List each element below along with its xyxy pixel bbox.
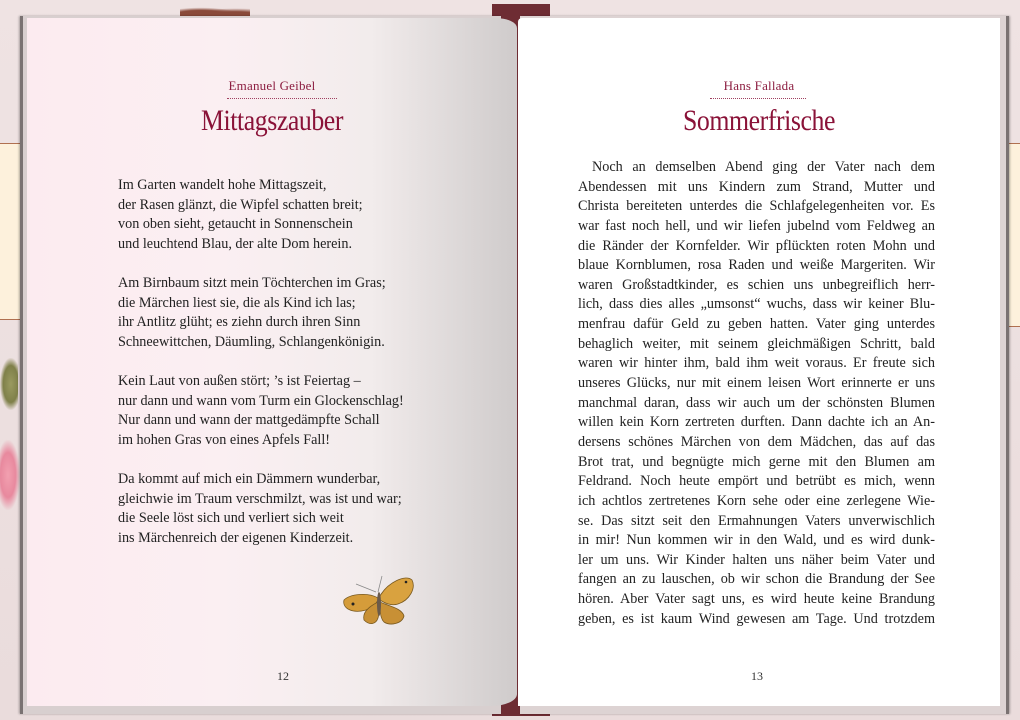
left-page-title: Mittagszauber [200,104,343,137]
prose-line: hören. Aber Vater sagt uns, es wird heute keine Brandung [578,591,935,608]
poem-line: Im Garten wandelt hohe Mittagszeit, [118,177,327,193]
prose-body [578,158,935,629]
poem-line: im hohen Gras von eines Apfels Fall! [118,431,330,448]
poem-line: und leuchtend Blau, der alte Dom herein. [118,235,353,252]
poem-line: ihr Antlitz glüht; es ziehn durch ihren Sinn [118,314,361,331]
right-page-author: Hans Fallada [723,78,795,93]
poem-stanza [118,274,498,352]
poem-stanza [118,470,498,548]
page-number-right: 13 [751,669,763,683]
poem-stanza [118,372,498,450]
prose-line: geben, es ist kaum Wind gewesen am Tage. Und trotzdem [578,610,935,627]
prose-line: war fast noch hell, und wir liefen jubelnd vom Feldweg an [578,217,935,234]
prose-line: ich achtlos zertretenes Korn sehe oder eine zerlegene Wie- [578,492,935,509]
cover-flower-pink-icon [0,440,20,510]
prose-line: Feldrand. Noch heute empört und betrübt es mich, wenn [578,473,935,490]
prose-line: Brot trat, und begnügte mich gerne mit den Blumen am [578,453,935,470]
poem-line: Schneewittchen, Däumling, Schlangenkönigin. [118,333,385,350]
prose-line: blaue Kornblumen, rosa Raden und weiße Margeriten. Wir [578,257,935,274]
cover-decoration [180,6,250,16]
left-page [27,18,517,706]
left-page-author: Emanuel Geibel [228,78,316,93]
cover-flower-green-icon [0,358,18,410]
poem-line: ins Märchenreich der eigenen Kinderzeit. [118,529,354,546]
poem-line: Da kommt auf mich ein Dämmern wunderbar, [118,470,381,487]
prose-line: in mir! Nun kommen wir in den Wald, und es wird dunk- [578,532,935,549]
prose-line: lich, dass dies alles „umsonst“ wuchs, dass wir keiner Blu- [578,296,935,313]
prose-line: ler um uns. Wir Kinder halten uns näher beim Vater und [578,551,935,568]
prose-line: Christa bereiteten unterdes die Schlafgelegenheiten vor. Es [578,198,935,215]
poem-line: die Märchen liest sie, die als Kind ich las; [118,294,356,311]
prose-line: Abendessen mit uns Kindern zum Strand, Mutter und [578,178,935,195]
prose-line: waren wir hinter ihm, bald ihm weit voraus. Er freute sich [578,355,935,372]
poem-stanza [118,176,498,254]
right-page [518,18,1000,706]
prose-line: die Ränder der Kornfelder. Wir pflückten roten Mohn und [578,237,935,254]
poem-line: gleichwie im Traum verschmilzt, was ist und war; [118,490,402,507]
right-page-title: Sommerfrische [682,104,836,137]
poem-body [118,176,498,568]
prose-line: behaglich weiter, mit seinem gleichmäßigen Schritt, bald [578,335,935,352]
prose-line: unseres Glücks, nur mit einem leisen Wort erinnerte er uns [578,375,935,392]
poem-line: von oben sieht, getaucht in Sonnenschein [118,216,353,233]
poem-line: Nur dann und wann der mattgedämpfte Schall [118,412,380,429]
prose-line: menfrau dafür Geld zu geben hatten. Vater ging unterdes [578,316,935,333]
butterfly-icon [340,570,420,630]
poem-line: die Seele löst sich und verliert sich weit [118,510,344,527]
poem-line: nur dann und wann vom Turm ein Glockenschlag! [118,392,404,409]
prose-line: se. Das sitzt seit den Ermahnungen Vaters unverwischlich [578,512,935,529]
author-divider [710,98,806,99]
cover-strip-left [0,143,22,320]
poem-line: Am Birnbaum sitzt mein Töchterchen im Gras; [118,274,386,291]
poem-line: der Rasen glänzt, die Wipfel schatten breit; [118,196,363,213]
prose-line: manchmal daran, dass wir auch um der schönsten Blumen [578,394,935,411]
prose-line: Noch an demselben Abend ging der Vater nach dem [592,159,935,175]
prose-line: fangen an zu lauschen, ob wir schon die Brandung der See [578,571,935,588]
author-divider [227,98,337,99]
page-number-left: 12 [277,669,289,683]
prose-line: waren Großstadtkinder, es schien uns unbegreiflich herr- [578,276,935,293]
poem-line: Kein Laut von außen stört; ’s ist Feiertag – [118,372,361,389]
prose-line: dersens schönes Märchen von dem Mädchen, das auf das [578,433,935,450]
prose-line: willen kein Korn zertreten durften. Dann dachte ich an An- [578,414,935,431]
